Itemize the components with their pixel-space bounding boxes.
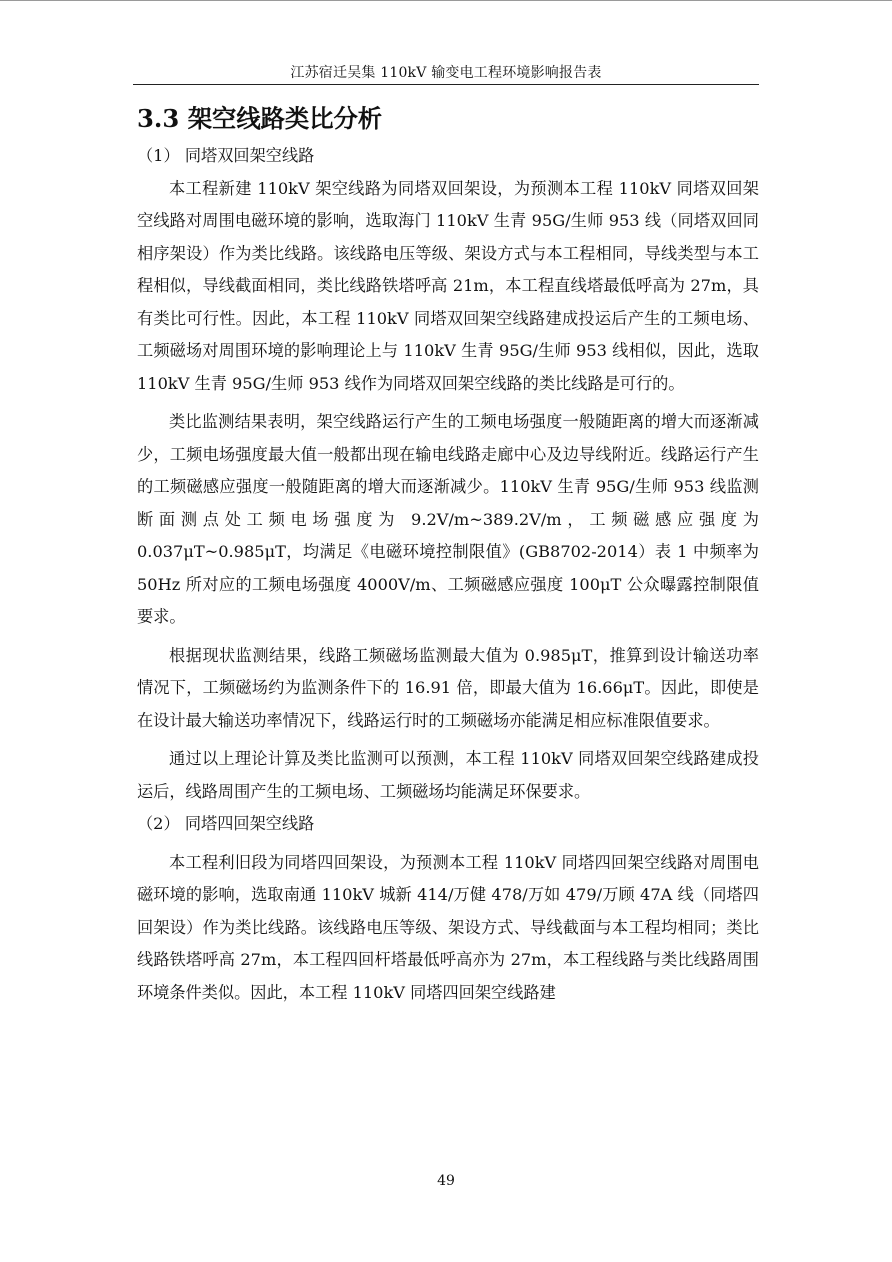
paragraph: 通过以上理论计算及类比监测可以预测，本工程 110kV 同塔双回架空线路建成投运后，线路周围产生的工频电场、工频磁场均能满足环保要求。 [137,749,759,801]
document-body [137,103,759,1009]
paragraph: 根据现状监测结果，线路工频磁场监测最大值为 0.985μT，推算到设计输送功率情况下，工频磁场约为监测条件下的 16.91 倍，即最大值为 16.66μT。因此，即使是在设计最大输送功率情况下，线路运行时的工频磁场亦能满足相应标准限值要求。 [137,645,759,730]
paragraph: 类比监测结果表明，架空线路运行产生的工频电场强度一般随距离的增大而逐渐减少，工频电场强度最大值一般都出现在输电线路走廊中心及边导线附近。线路运行产生的工频磁感应强度一般随距离的增大而逐渐减少。110kV 生青 95G/生师 953 线监测断面测点处工频电场强度为 9.2V/m~389.2V/m，工频磁感应强度为 0.037μT~0.985μT，均满足《电磁环境控制限值》(GB8702-2014）表 1 中频率为 50Hz 所对应的工频电场强度 4000V/m、工频磁感应强度 100μT 公众曝露控制限值要求。 [137,412,759,626]
paragraph: 本工程新建 110kV 架空线路为同塔双回架设，为预测本工程 110kV 同塔双回架空线路对周围电磁环境的影响，选取海门 110kV 生青 95G/生师 953 线（同塔双回同相序架设）作为类比线路。该线路电压等级、架设方式与本工程相同，导线类型与本工程相似，导线截面相同，类比线路铁塔呼高 21m，本工程直线塔最低呼高为 27m，具有类比可行性。因此，本工程 110kV 同塔双回架空线路建成投运后产生的工频电场、工频磁场对周围环境的影响理论上与 110kV 生青 95G/生师 953 线相似，因此，选取 110kV 生青 95G/生师 953 线作为同塔双回架空线路的类比线路是可行的。 [137,178,759,393]
page-number: 49 [437,1173,455,1189]
top-border-line [0,0,892,1]
header-rule [133,84,759,85]
running-header: 江苏宿迁吴集 110kV 输变电工程环境影响报告表 [290,65,602,81]
section-title: 3.3 架空线路类比分析 [137,104,383,133]
subsection-heading-1: （1） 同塔双回架空线路 [137,146,315,165]
subsection-heading-2: （2） 同塔四回架空线路 [137,814,315,833]
paragraph: 本工程利旧段为同塔四回架设，为预测本工程 110kV 同塔四回架空线路对周围电磁环境的影响，选取南通 110kV 城新 414/万健 478/万如 479/万顾 47A 线（同塔四回架设）作为类比线路。该线路电压等级、架设方式、导线截面与本工程均相同；类比线路铁塔呼高 27m，本工程四回杆塔最低呼高亦为 27m，本工程线路与类比线路周围环境条件类似。因此，本工程 110kV 同塔四回架空线路建 [137,852,759,1002]
